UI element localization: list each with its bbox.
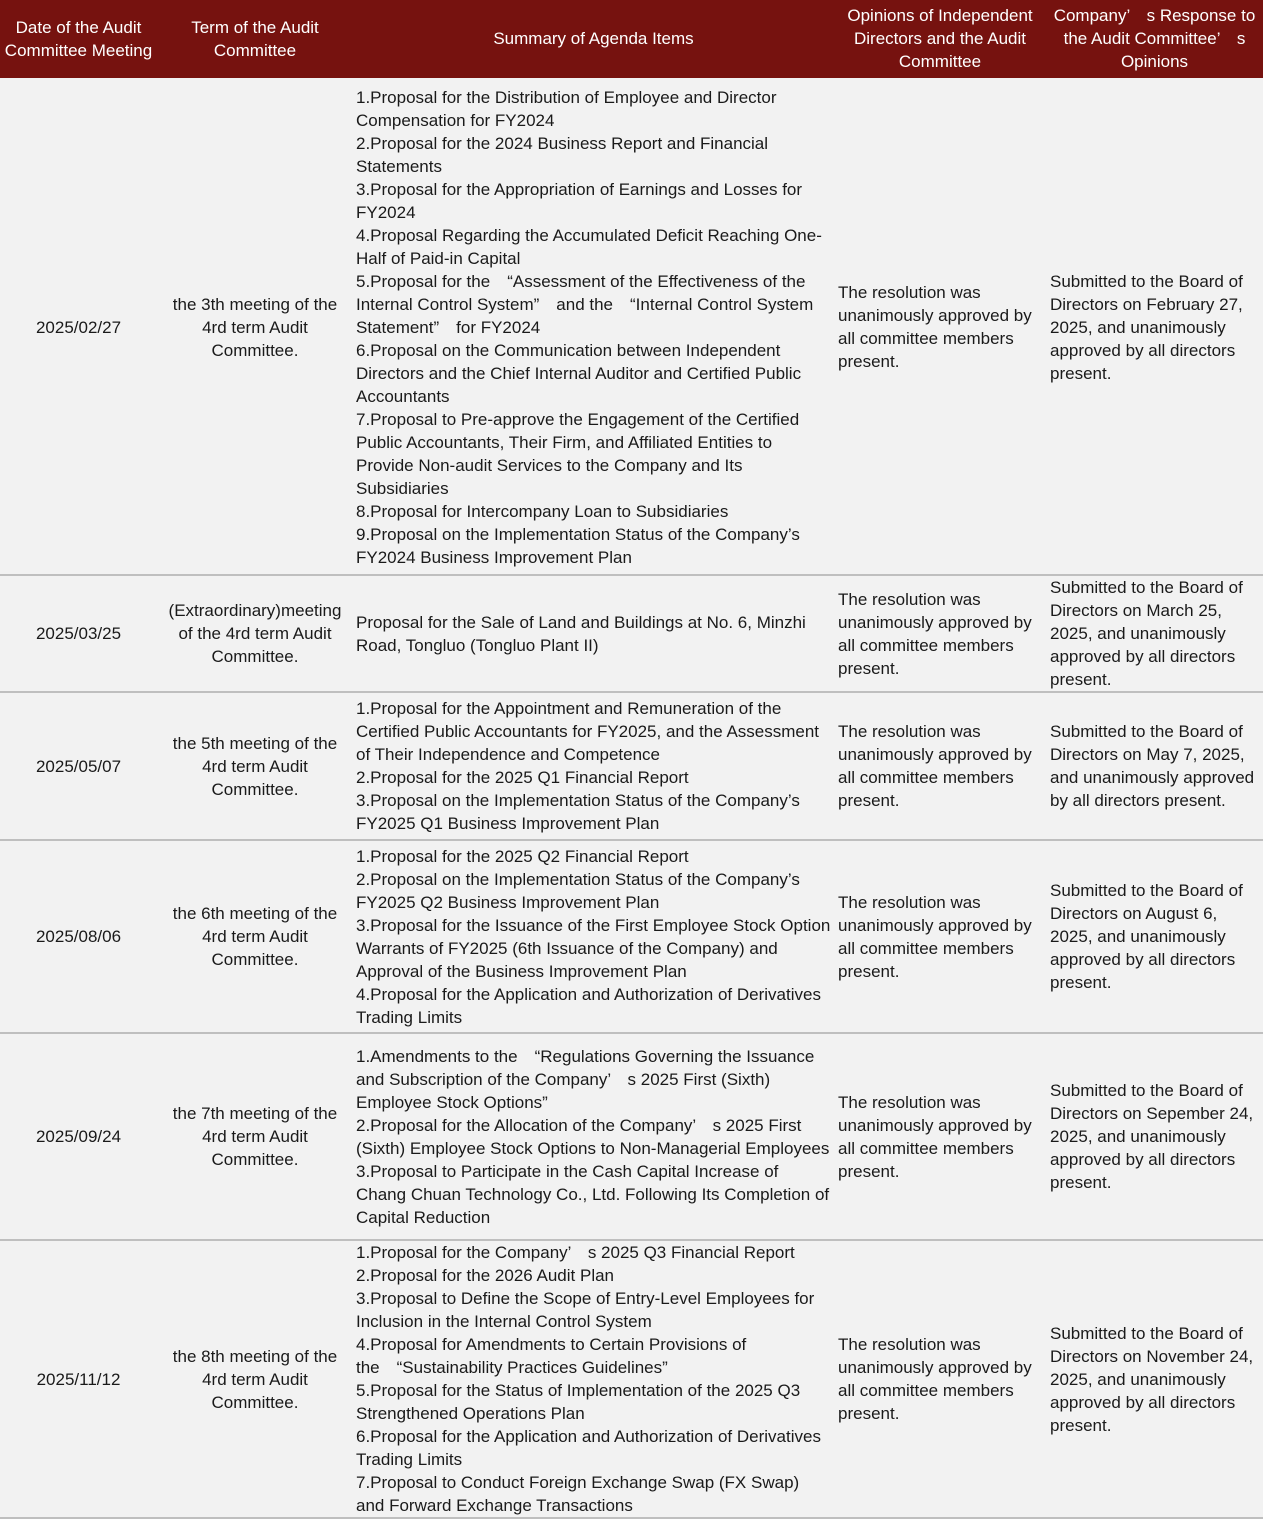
agenda-item: 3.Proposal for the Issuance of the First Employee Stock Option Warrants of FY2025 (6th Issuance of the Company) and Approval of the Business Improvement Plan (356, 915, 831, 981)
meeting-date: 2025/08/06 (0, 840, 157, 1033)
committee-opinion: The resolution was unanimously approved by all committee members present. (834, 692, 1046, 840)
agenda-item: 3.Proposal on the Implementation Status of the Company’s FY2025 Q1 Business Improvement Plan (356, 791, 800, 833)
agenda-item: 7.Proposal to Conduct Foreign Exchange Swap (FX Swap) and Forward Exchange Transactions (356, 1473, 800, 1515)
company-response: Submitted to the Board of Directors on February 27, 2025, and unanimously approved by all directors present. (1046, 79, 1263, 575)
company-response: Submitted to the Board of Directors on March 25, 2025, and unanimously approved by all directors present. (1046, 575, 1263, 692)
meeting-term: the 6th meeting of the 4rd term Audit Committee. (157, 840, 353, 1033)
meeting-date: 2025/02/27 (0, 79, 157, 575)
meeting-term: the 5th meeting of the 4rd term Audit Committee. (157, 692, 353, 840)
agenda-item: 2.Proposal on the Implementation Status of the Company’s FY2025 Q2 Business Improvement Plan (356, 869, 800, 912)
table-row (0, 1240, 1263, 1518)
agenda-list (353, 575, 834, 692)
agenda-list (353, 1240, 834, 1518)
table-row (0, 575, 1263, 692)
agenda-list (353, 1033, 834, 1240)
committee-opinion: The resolution was unanimously approved by all committee members present. (834, 1240, 1046, 1518)
agenda-list (353, 692, 834, 840)
header-agenda: Summary of Agenda Items (353, 0, 834, 79)
committee-opinion: The resolution was unanimously approved by all committee members present. (834, 79, 1046, 575)
agenda-item: 1.Proposal for the Distribution of Employee and Director Compensation for FY2024 (356, 87, 777, 130)
committee-opinion: The resolution was unanimously approved by all committee members present. (834, 1033, 1046, 1240)
agenda-item: 2.Proposal for the Allocation of the Company’ s 2025 First (Sixth) Employee Stock Options to Non-Managerial Employees (356, 1115, 830, 1158)
company-response: Submitted to the Board of Directors on August 6, 2025, and unanimously approved by all directors present. (1046, 840, 1263, 1033)
table-row (0, 840, 1263, 1033)
agenda-item: 4.Proposal for Amendments to Certain Provisions of the “Sustainability Practices Guidelines” (356, 1335, 747, 1377)
meeting-date: 2025/05/07 (0, 692, 157, 840)
agenda-item: 4.Proposal for the Application and Authorization of Derivatives Trading Limits (356, 984, 821, 1027)
header-row (0, 0, 1263, 79)
agenda-item: 1.Proposal for the 2025 Q2 Financial Report (356, 846, 689, 866)
meeting-term: the 3th meeting of the 4rd term Audit Committee. (157, 79, 353, 575)
table-row (0, 1033, 1263, 1240)
agenda-item: 3.Proposal to Define the Scope of Entry-Level Employees for Inclusion in the Internal Control System (356, 1289, 815, 1331)
meeting-date: 2025/03/25 (0, 575, 157, 692)
agenda-item: 6.Proposal for the Application and Authorization of Derivatives Trading Limits (356, 1427, 821, 1469)
table-row (0, 692, 1263, 840)
company-response: Submitted to the Board of Directors on Sepember 24, 2025, and unanimously approved by all directors present. (1046, 1033, 1263, 1240)
header-date: Date of the Audit Committee Meeting (0, 0, 157, 79)
agenda-item: 2.Proposal for the 2024 Business Report and Financial Statements (356, 133, 769, 176)
meeting-term: the 8th meeting of the 4rd term Audit Committee. (157, 1240, 353, 1518)
header-term: Term of the Audit Committee (157, 0, 353, 79)
agenda-item: 1.Amendments to the “Regulations Governing the Issuance and Subscription of the Company’ s 2025 First (Sixth) Employee Stock Options” (356, 1046, 815, 1112)
meeting-term: (Extraordinary)meeting of the 4rd term Audit Committee. (157, 575, 353, 692)
agenda-item: 3.Proposal for the Appropriation of Earnings and Losses for FY2024 (356, 179, 803, 222)
committee-opinion: The resolution was unanimously approved by all committee members present. (834, 840, 1046, 1033)
agenda-item: 6.Proposal on the Communication between Independent Directors and the Chief Internal Auditor and Certified Public Accountants (356, 340, 802, 406)
header-response: Company’ s Response to the Audit Committee’ s Opinions (1046, 0, 1263, 79)
agenda-item: 5.Proposal for the Status of Implementation of the 2025 Q3 Strengthened Operations Plan (356, 1381, 801, 1423)
meeting-date: 2025/09/24 (0, 1033, 157, 1240)
meeting-date: 2025/11/12 (0, 1240, 157, 1518)
company-response: Submitted to the Board of Directors on November 24, 2025, and unanimously approved by all directors present. (1046, 1240, 1263, 1518)
meeting-term: the 7th meeting of the 4rd term Audit Committee. (157, 1033, 353, 1240)
agenda-item: 1.Proposal for the Company’ s 2025 Q3 Financial Report (356, 1243, 795, 1262)
agenda-item: Proposal for the Sale of Land and Buildings at No. 6, Minzhi Road, Tongluo (Tongluo Plant II) (356, 612, 806, 655)
agenda-item: 8.Proposal for Intercompany Loan to Subsidiaries (356, 501, 729, 521)
agenda-list (353, 840, 834, 1033)
agenda-item: 2.Proposal for the 2025 Q1 Financial Report (356, 768, 689, 787)
agenda-item: 4.Proposal Regarding the Accumulated Deficit Reaching One-Half of Paid-in Capital (356, 225, 822, 268)
committee-opinion: The resolution was unanimously approved by all committee members present. (834, 575, 1046, 692)
agenda-item: 1.Proposal for the Appointment and Remuneration of the Certified Public Accountants for FY2025, and the Assessment of Their Independence and Competence (356, 699, 820, 764)
agenda-item: 5.Proposal for the “Assessment of the Effectiveness of the Internal Control System” and the “Internal Control System Statement” for FY2024 (356, 271, 814, 337)
agenda-item: 2.Proposal for the 2026 Audit Plan (356, 1266, 615, 1285)
agenda-item: 3.Proposal to Participate in the Cash Capital Increase of Chang Chuan Technology Co., Ltd. Following Its Completion of Capital Reduction (356, 1161, 830, 1227)
company-response: Submitted to the Board of Directors on May 7, 2025, and unanimously approved by all directors present. (1046, 692, 1263, 840)
header-opinion: Opinions of Independent Directors and the Audit Committee (834, 0, 1046, 79)
agenda-item: 9.Proposal on the Implementation Status of the Company’s FY2024 Business Improvement Plan (356, 524, 800, 567)
agenda-list (353, 79, 834, 575)
table-body (0, 79, 1263, 1518)
agenda-item: 7.Proposal to Pre-approve the Engagement of the Certified Public Accountants, Their Firm, and Affiliated Entities to Provide Non-audit Services to the Company and Its Subsidiaries (356, 409, 800, 498)
table-row (0, 79, 1263, 575)
table-header (0, 0, 1263, 79)
